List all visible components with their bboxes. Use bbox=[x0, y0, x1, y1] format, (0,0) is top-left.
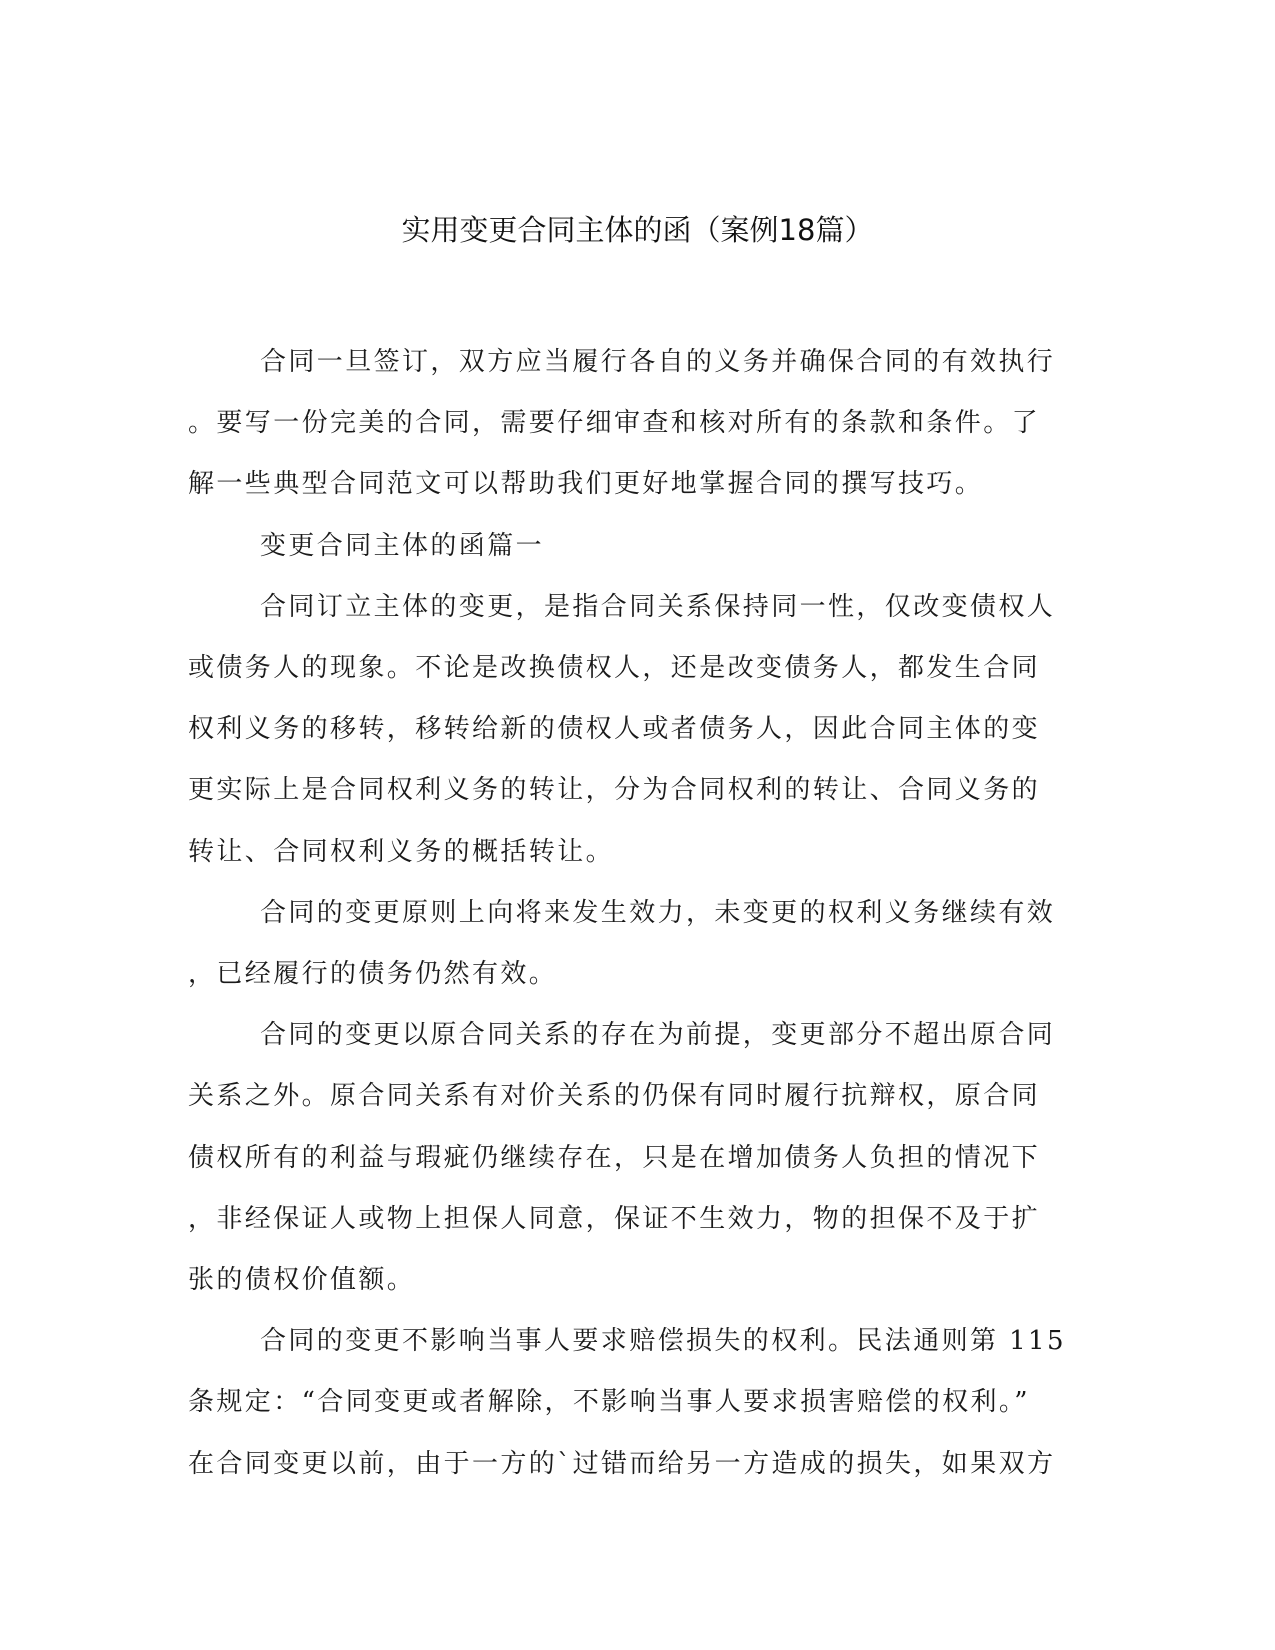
text-line: 或债务人的现象。不论是改换债权人，还是改变债务人，都发生合同 bbox=[188, 653, 1041, 684]
text-line: 合同的变更原则上向将来发生效力，未变更的权利义务继续有效 bbox=[260, 897, 1056, 928]
text-line: 合同订立主体的变更，是指合同关系保持同一性，仅改变债权人 bbox=[260, 591, 1056, 622]
text-line: 变更合同主体的函篇一 bbox=[260, 530, 545, 561]
text-line: 权利义务的移转，移转给新的债权人或者债务人，因此合同主体的变 bbox=[188, 714, 1041, 745]
document-body bbox=[188, 332, 1068, 1495]
document-title: 实用变更合同主体的函（案例18篇） bbox=[401, 213, 874, 247]
text-line: ，已经履行的债务仍然有效。 bbox=[188, 959, 558, 990]
paragraph bbox=[188, 883, 1068, 1005]
text-line: 合同的变更以原合同关系的存在为前提，变更部分不超出原合同 bbox=[260, 1020, 1056, 1051]
text-line: 债权所有的利益与瑕疵仍继续存在，只是在增加债务人负担的情况下 bbox=[188, 1142, 1041, 1173]
text-line: 。要写一份完美的合同，需要仔细审查和核对所有的条款和条件。了 bbox=[188, 408, 1041, 439]
paragraph-intro bbox=[188, 332, 1068, 516]
text-line: 条规定：“合同变更或者解除，不影响当事人要求损害赔偿的权利。” bbox=[188, 1387, 1030, 1418]
text-line: 合同的变更不影响当事人要求赔偿损失的权利。民法通则第 115 bbox=[260, 1326, 1066, 1357]
text-line: 关系之外。原合同关系有对价关系的仍保有同时履行抗辩权，原合同 bbox=[188, 1081, 1041, 1112]
text-line: 张的债权价值额。 bbox=[188, 1265, 416, 1296]
paragraph bbox=[188, 1311, 1068, 1495]
section-heading bbox=[188, 516, 1068, 577]
text-line: ，非经保证人或物上担保人同意，保证不生效力，物的担保不及于扩 bbox=[188, 1203, 1041, 1234]
text-line: 合同一旦签订，双方应当履行各自的义务并确保合同的有效执行 bbox=[260, 347, 1056, 377]
paragraph bbox=[188, 577, 1068, 883]
text-line: 在合同变更以前，由于一方的`过错而给另一方造成的损失，如果双方 bbox=[188, 1448, 1056, 1479]
paragraph bbox=[188, 1005, 1068, 1311]
text-line: 解一些典型合同范文可以帮助我们更好地掌握合同的撰写技巧。 bbox=[188, 469, 984, 500]
text-line: 更实际上是合同权利义务的转让，分为合同权利的转让、合同义务的 bbox=[188, 775, 1041, 806]
text-line: 转让、合同权利义务的概括转让。 bbox=[188, 836, 615, 867]
